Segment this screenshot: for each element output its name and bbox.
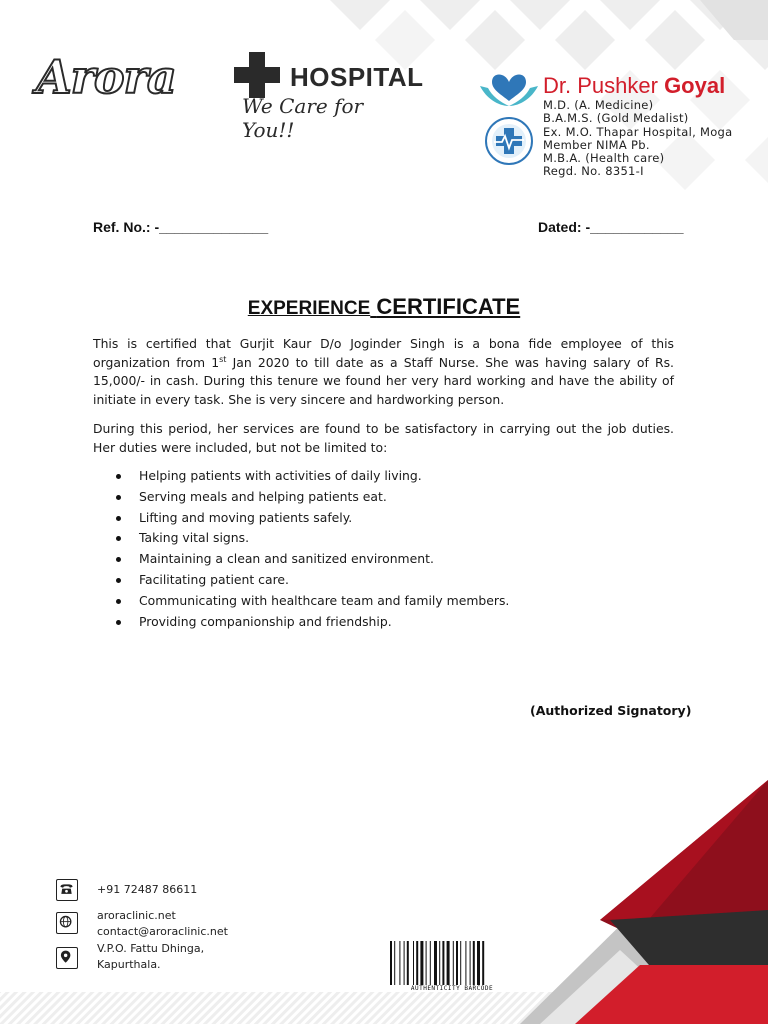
authenticity-barcode (388, 941, 516, 985)
list-item: Facilitating patient care. (112, 570, 509, 591)
title-word-experience: EXPERIENCE (247, 298, 371, 319)
dated-field: Dated: -____________ (538, 219, 684, 235)
globe-icon (56, 912, 78, 934)
credential-line: M.D. (A. Medicine) (543, 98, 654, 112)
hospital-logo (36, 44, 424, 142)
credential-line: M.B.A. (Health care) (543, 151, 665, 166)
medical-cross-icon (484, 116, 534, 166)
logo-hospital-text: HOSPITAL (290, 62, 424, 92)
logo-cross-icon (232, 50, 282, 100)
list-item: Serving meals and helping patients eat. (112, 487, 509, 508)
paragraph-2: During this period, her services are found to be satisfactory in carrying out the job duties. Her duties were included, but not be limited to: (93, 421, 674, 455)
location-pin-icon (56, 947, 78, 969)
list-item: Maintaining a clean and sanitized environment. (112, 549, 509, 570)
list-item: Providing companionship and friendship. (112, 612, 509, 633)
footer-phone: +91 72487 86611 (97, 883, 198, 896)
title-word-certificate: CERTIFICATE (376, 294, 521, 319)
logo-tagline: We Care for You!! (242, 94, 364, 142)
credential-line: Member NIMA Pb. (543, 137, 650, 152)
duties-list (112, 466, 509, 632)
doctor-credentials (543, 99, 733, 179)
list-item: Helping patients with activities of daily living. (112, 466, 509, 487)
footer-address-line2: Kapurthala. (97, 958, 161, 971)
credential-line: Ex. M.O. Thapar Hospital, Moga (543, 124, 733, 139)
credential-line: Regd. No. 8351-I (543, 164, 644, 179)
list-item: Lifting and moving patients safely. (112, 508, 509, 529)
footer-address-line1: V.P.O. Fattu Dhinga, (97, 942, 205, 955)
heart-hands-icon (478, 68, 540, 110)
footer-website: aroraclinic.net (97, 909, 176, 922)
list-item: Taking vital signs. (112, 528, 509, 549)
ref-number: Ref. No.: -______________ (93, 219, 269, 235)
credential-line: B.A.M.S. (Gold Medalist) (543, 111, 689, 126)
list-item: Communicating with healthcare team and family members. (112, 591, 509, 612)
phone-icon (56, 879, 78, 901)
footer-email: contact@aroraclinic.net (97, 925, 228, 938)
barcode-caption: AUTHENTICITY BARCODE (410, 985, 494, 992)
authorized-signatory: (Authorized Signatory) (530, 703, 692, 718)
logo-script-text: Arora (36, 50, 176, 104)
paragraph-1: This is certified that Gurjit Kaur D/o Joginder Singh is a bona fide employee of this organization from 1st Jan 2020 to till date as a Staff Nurse. She was having salary of Rs. 15,000/- in cash. During this tenure we found her very hard working and have the ability of initiate in every task. She is very sincere and hardworking person. (93, 336, 674, 407)
doctor-name: Dr. Pushker Goyal (543, 73, 726, 98)
certificate-title (0, 294, 768, 320)
